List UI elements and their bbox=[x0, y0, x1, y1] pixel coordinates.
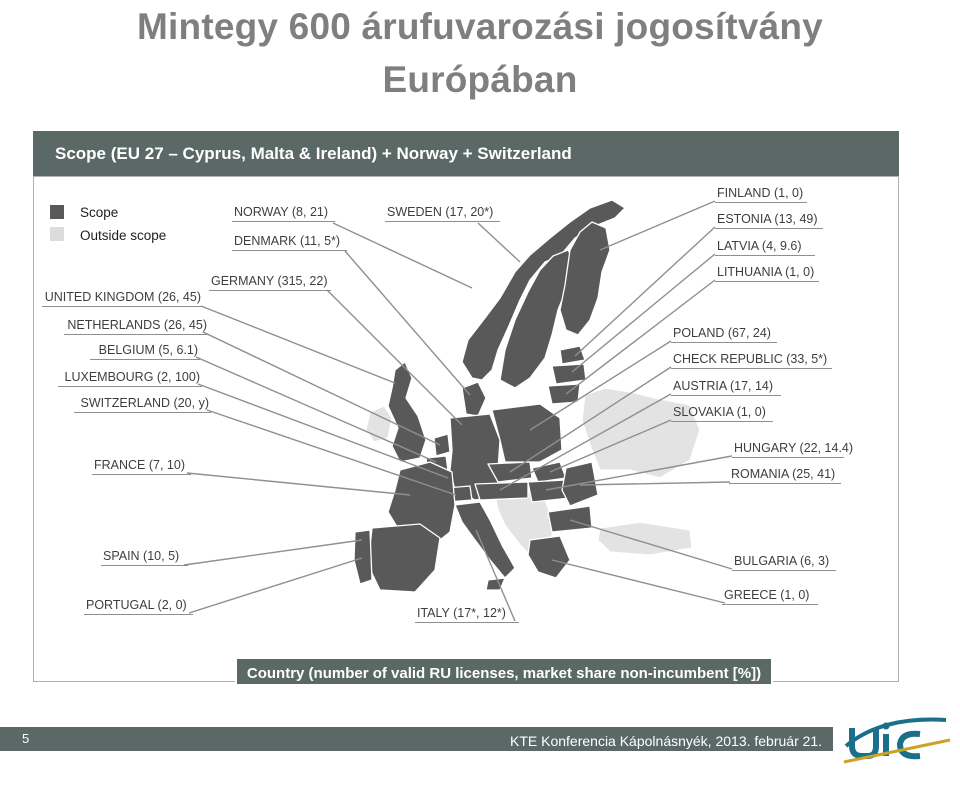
page-title-line-2: Európában bbox=[382, 59, 578, 100]
label-netherlands: NETHERLANDS (26, 45) bbox=[64, 318, 209, 335]
page-number: 5 bbox=[22, 731, 30, 746]
map-sicily bbox=[486, 578, 505, 590]
label-denmark: DENMARK (11, 5*) bbox=[232, 234, 347, 251]
map-uk bbox=[388, 362, 426, 462]
map-estonia bbox=[560, 346, 585, 364]
label-spain: SPAIN (10, 5) bbox=[101, 549, 188, 566]
label-romania: ROMANIA (25, 41) bbox=[729, 467, 841, 484]
uic-logo-icon bbox=[842, 712, 954, 772]
label-portugal: PORTUGAL (2, 0) bbox=[84, 598, 193, 615]
label-luxembourg: LUXEMBOURG (2, 100) bbox=[58, 370, 202, 387]
map-netherlands bbox=[434, 434, 450, 456]
outside-turkey bbox=[598, 522, 692, 555]
label-lithuania: LITHUANIA (1, 0) bbox=[715, 265, 819, 282]
map-poland bbox=[492, 404, 562, 462]
label-estonia: ESTONIA (13, 49) bbox=[715, 212, 823, 229]
label-greece: GREECE (1, 0) bbox=[722, 588, 818, 605]
legend-scope-label: Scope bbox=[80, 205, 119, 220]
legend-scope-swatch bbox=[50, 205, 64, 219]
map-caption: Country (number of valid RU licenses, market share non-incumbent [%]) bbox=[235, 657, 773, 686]
label-sweden: SWEDEN (17, 20*) bbox=[385, 205, 500, 222]
label-germany: GERMANY (315, 22) bbox=[209, 274, 331, 291]
map-greece bbox=[528, 536, 570, 578]
label-belgium: BELGIUM (5, 6.1) bbox=[90, 343, 200, 360]
label-austria: AUSTRIA (17, 14) bbox=[671, 379, 781, 396]
map-spain bbox=[368, 524, 440, 592]
map-portugal bbox=[354, 530, 372, 584]
map-austria bbox=[475, 482, 528, 500]
label-uk: UNITED KINGDOM (26, 45) bbox=[42, 290, 203, 307]
map-latvia bbox=[552, 364, 586, 384]
map-slovakia bbox=[532, 462, 566, 482]
leader-portugal bbox=[189, 558, 362, 613]
label-norway: NORWAY (8, 21) bbox=[232, 205, 335, 222]
footer-text: KTE Konferencia Kápolnásnyék, 2013. február 21. bbox=[510, 733, 823, 749]
legend-outside-label: Outside scope bbox=[80, 228, 167, 243]
label-france: FRANCE (7, 10) bbox=[92, 458, 191, 475]
leader-romania bbox=[580, 482, 730, 485]
label-latvia: LATVIA (4, 9.6) bbox=[715, 239, 815, 256]
label-italy: ITALY (17*, 12*) bbox=[415, 606, 519, 623]
label-poland: POLAND (67, 24) bbox=[671, 326, 777, 343]
label-czech: CHECK REPUBLIC (33, 5*) bbox=[671, 352, 832, 369]
leader-norway bbox=[333, 223, 472, 288]
map-denmark bbox=[462, 382, 486, 416]
label-switzerland: SWITZERLAND (20, y) bbox=[74, 396, 211, 413]
label-hungary: HUNGARY (22, 14.4) bbox=[732, 441, 844, 458]
label-finland: FINLAND (1, 0) bbox=[715, 186, 807, 203]
leader-france bbox=[187, 473, 410, 495]
scope-header: Scope (EU 27 – Cyprus, Malta & Ireland) + Norway + Switzerland bbox=[33, 131, 899, 176]
page-title-line-1: Mintegy 600 árufuvarozási jogosítvány bbox=[137, 6, 823, 47]
legend-outside-swatch bbox=[50, 227, 64, 241]
leader-greece bbox=[552, 560, 725, 603]
map-bulgaria bbox=[548, 506, 592, 532]
leader-spain bbox=[184, 540, 362, 565]
leader-sweden bbox=[478, 223, 520, 262]
label-bulgaria: BULGARIA (6, 3) bbox=[732, 554, 836, 571]
label-slovakia: SLOVAKIA (1, 0) bbox=[671, 405, 773, 422]
